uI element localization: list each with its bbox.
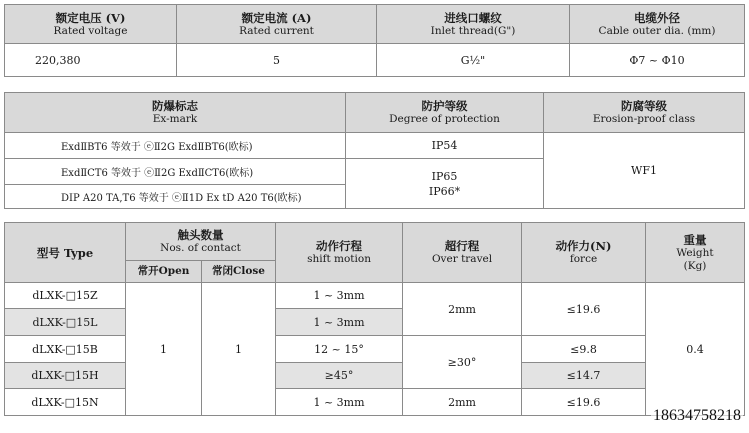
force-15n: ≤19.6 [522,389,646,416]
header-type: 型号 Type [5,223,126,283]
force-15z-15l: ≤19.6 [522,283,646,336]
ex-mark-row-3: DIP A20 TA,T6 等效于 ⓔⅡ1D Ex tD A20 T6(欧标) [5,185,346,209]
header-over-travel: 超行程 Over travel [403,223,522,283]
protection-ip65-ip66 [346,159,544,209]
header-shift-motion: 动作行程 shift motion [276,223,403,283]
header-close: 常闭Close [202,261,276,283]
header-rated-current: 额定电流 (A) Rated current [177,5,377,44]
value-cable-dia: Φ7 ~ Φ10 [570,44,745,77]
close-value: 1 [202,283,276,416]
weight-value: 0.4 [646,283,745,416]
shift-15h: ≥45° [276,363,403,389]
header-inlet-thread: 进线口螺纹 Inlet thread(G") [377,5,570,44]
value-inlet-thread: G½" [377,44,570,77]
force-15b: ≤9.8 [522,336,646,363]
type-15n: dLXK-□15N [5,389,126,416]
header-rated-voltage: 额定电压 (V) Rated voltage [5,5,177,44]
header-cable-dia: 电缆外径 Cable outer dia. (mm) [570,5,745,44]
model-table [4,222,745,416]
over-travel-merged-2: ≥30° [403,336,522,389]
over-travel-15n: 2mm [403,389,522,416]
type-15z: dLXK-□15Z [5,283,126,309]
watermark-phone: 18634758218 [653,407,741,424]
protection-ip54: IP54 [346,133,544,159]
header-open: 常开Open [126,261,202,283]
header-degree-protection: 防护等级 Degree of protection [346,93,544,133]
ex-mark-row-2: ExdⅡCT6 等效于 ⓔⅡ2G ExdⅡCT6(欧标) [5,159,346,185]
over-travel-merged-1: 2mm [403,283,522,336]
header-force: 动作力(N) force [522,223,646,283]
value-rated-current: 5 [177,44,377,77]
shift-15z: 1 ~ 3mm [276,283,403,309]
protection-ip65: IP65 [431,169,458,183]
header-ex-mark: 防爆标志 Ex-mark [5,93,346,133]
ex-mark-table [4,92,745,209]
header-weight: 重量 Weight (Kg) [646,223,745,283]
erosion-value: WF1 [544,133,745,209]
force-15h: ≤14.7 [522,363,646,389]
value-rated-voltage: 220,380 [5,44,177,77]
shift-15n: 1 ~ 3mm [276,389,403,416]
shift-15b: 12 ~ 15° [276,336,403,363]
ex-mark-row-1: ExdⅡBT6 等效于 ⓔⅡ2G ExdⅡBT6(欧标) [5,133,346,159]
open-value: 1 [126,283,202,416]
header-erosion-class: 防腐等级 Erosion-proof class [544,93,745,133]
ratings-table [4,4,745,77]
header-contacts: 触头数量 Nos. of contact [126,223,276,261]
protection-ip66: IP66* [428,184,461,198]
type-15l: dLXK-□15L [5,309,126,336]
type-15b: dLXK-□15B [5,336,126,363]
type-15h: dLXK-□15H [5,363,126,389]
shift-15l: 1 ~ 3mm [276,309,403,336]
